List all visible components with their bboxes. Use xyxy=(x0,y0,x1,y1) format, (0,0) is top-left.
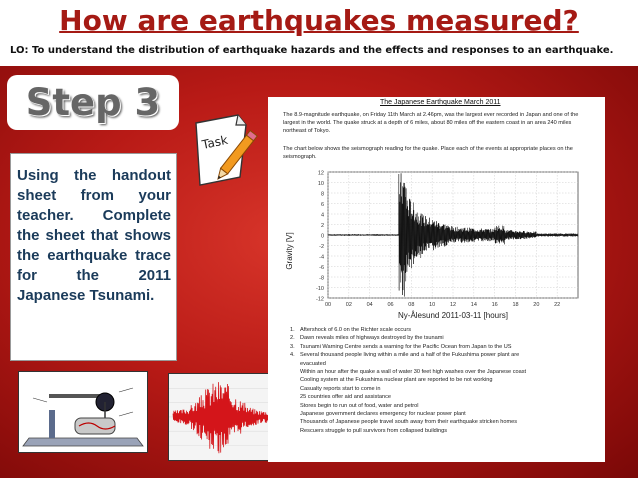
event-item xyxy=(290,351,600,359)
event-text: Japanese government declares emergency for nuclear power plant xyxy=(300,411,466,418)
y-tick-label: 10 xyxy=(317,181,324,187)
event-item xyxy=(290,368,600,376)
event-number: 1. xyxy=(290,327,295,333)
y-tick-label: -2 xyxy=(319,244,324,250)
event-number: 3. xyxy=(290,343,295,350)
event-item xyxy=(290,402,600,410)
event-text: Aftershock of 6.0 on the Richter scale occurs xyxy=(300,327,411,333)
x-tick-label: 18 xyxy=(512,302,519,308)
handout-title: The Japanese Earthquake March 2011 xyxy=(380,99,501,106)
x-tick-label: 16 xyxy=(491,302,498,308)
event-text: evacuated xyxy=(300,360,326,367)
step-label: Step 3 xyxy=(25,81,161,124)
slide-title: How are earthquakes measured? xyxy=(59,4,579,37)
x-tick-label: 06 xyxy=(387,302,394,308)
handout-instruction: The chart below shows the seismograph reading for the quake. Place each of the events at appropriate places on the seismograph. xyxy=(283,146,573,160)
y-tick-label: -6 xyxy=(319,265,324,271)
event-text: Casualty reports start to come in xyxy=(300,385,381,392)
instruction-box xyxy=(10,153,177,361)
step-box xyxy=(7,75,179,130)
y-tick-label: -4 xyxy=(319,254,324,261)
y-tick-label: -12 xyxy=(316,296,324,303)
chart-ylabel: Gravity [V] xyxy=(285,232,294,270)
event-item xyxy=(290,334,600,342)
instruction-text: Using the handout sheet from your teacher. Complete the sheet that shows the earthquake trace for the 2011 Japanese Tsunami. xyxy=(17,167,171,304)
event-text: Cooling system at the Fukushima nuclear plant are reported to be not working xyxy=(300,377,493,384)
event-text: Within an hour after the quake a wall of water 30 feet high washes over the Japanese coast xyxy=(300,369,527,376)
x-tick-label: 02 xyxy=(345,302,352,308)
event-item xyxy=(290,410,600,418)
x-tick-label: 12 xyxy=(449,302,457,308)
event-text: Stores begin to run out of food, water and petrol xyxy=(300,402,419,409)
y-tick-label: 4 xyxy=(320,212,324,219)
x-tick-label: 00 xyxy=(324,302,332,308)
x-tick-label: 14 xyxy=(470,302,477,308)
event-item xyxy=(290,326,600,334)
event-item xyxy=(290,376,600,384)
seismograph-chart xyxy=(278,166,598,321)
event-text: Dawn reveals miles of highways destroyed by the tsunami xyxy=(300,335,444,342)
y-tick-label: 12 xyxy=(317,170,324,177)
task-label: Task xyxy=(200,132,230,152)
x-tick-label: 22 xyxy=(554,302,561,308)
chart-xlabel: Ny-Ålesund 2011-03-11 [hours] xyxy=(398,311,508,320)
event-text: Thousands of Japanese people travel south away from their earthquake stricken homes xyxy=(300,419,518,426)
y-tick-label: 2 xyxy=(320,223,324,229)
seismometer-image xyxy=(18,371,148,453)
handout-intro: The 8.9-magnitude earthquake, on Friday 11th March at 2.46pm, was the largest ever recorded in Japan and one of the largest in the world. The quake struck at a depth of 6 miles, about 80 miles off the eastern coast in an area 240 miles northeast of Tokyo. xyxy=(283,112,579,134)
event-text: Rescuers struggle to pull survivors from collapsed buildings xyxy=(300,427,448,434)
event-item xyxy=(290,385,600,393)
learning-objective: LO: To understand the distribution of earthquake hazards and the effects and responses to an earthquake. xyxy=(10,45,614,56)
y-tick-label: 8 xyxy=(320,191,324,198)
handout-document xyxy=(268,97,605,462)
event-item xyxy=(290,360,600,368)
event-item xyxy=(290,418,600,426)
y-tick-label: -8 xyxy=(319,275,324,282)
event-list xyxy=(290,326,600,435)
event-text: Tsunami Warning Centre sends a warning for the Pacific Ocean from Japan to the US xyxy=(300,343,512,350)
x-tick-label: 20 xyxy=(533,302,540,308)
y-tick-label: 6 xyxy=(320,202,324,208)
event-number: 2. xyxy=(290,335,295,342)
task-pencil-icon xyxy=(190,113,260,193)
event-item xyxy=(290,427,600,435)
event-text: 25 countries offer aid and assistance xyxy=(300,394,392,401)
x-tick-label: 04 xyxy=(366,302,373,308)
event-number: 4. xyxy=(290,352,295,359)
event-text: Several thousand people living within a mile and a half of the Fukushima power plant are xyxy=(300,352,520,359)
y-tick-label: 0 xyxy=(320,233,324,240)
x-tick-label: 10 xyxy=(429,302,436,308)
x-tick-label: 08 xyxy=(408,302,415,308)
y-tick-label: -10 xyxy=(316,286,324,292)
event-item xyxy=(290,343,600,351)
seismograph-trace-image xyxy=(168,373,278,461)
event-item xyxy=(290,393,600,401)
